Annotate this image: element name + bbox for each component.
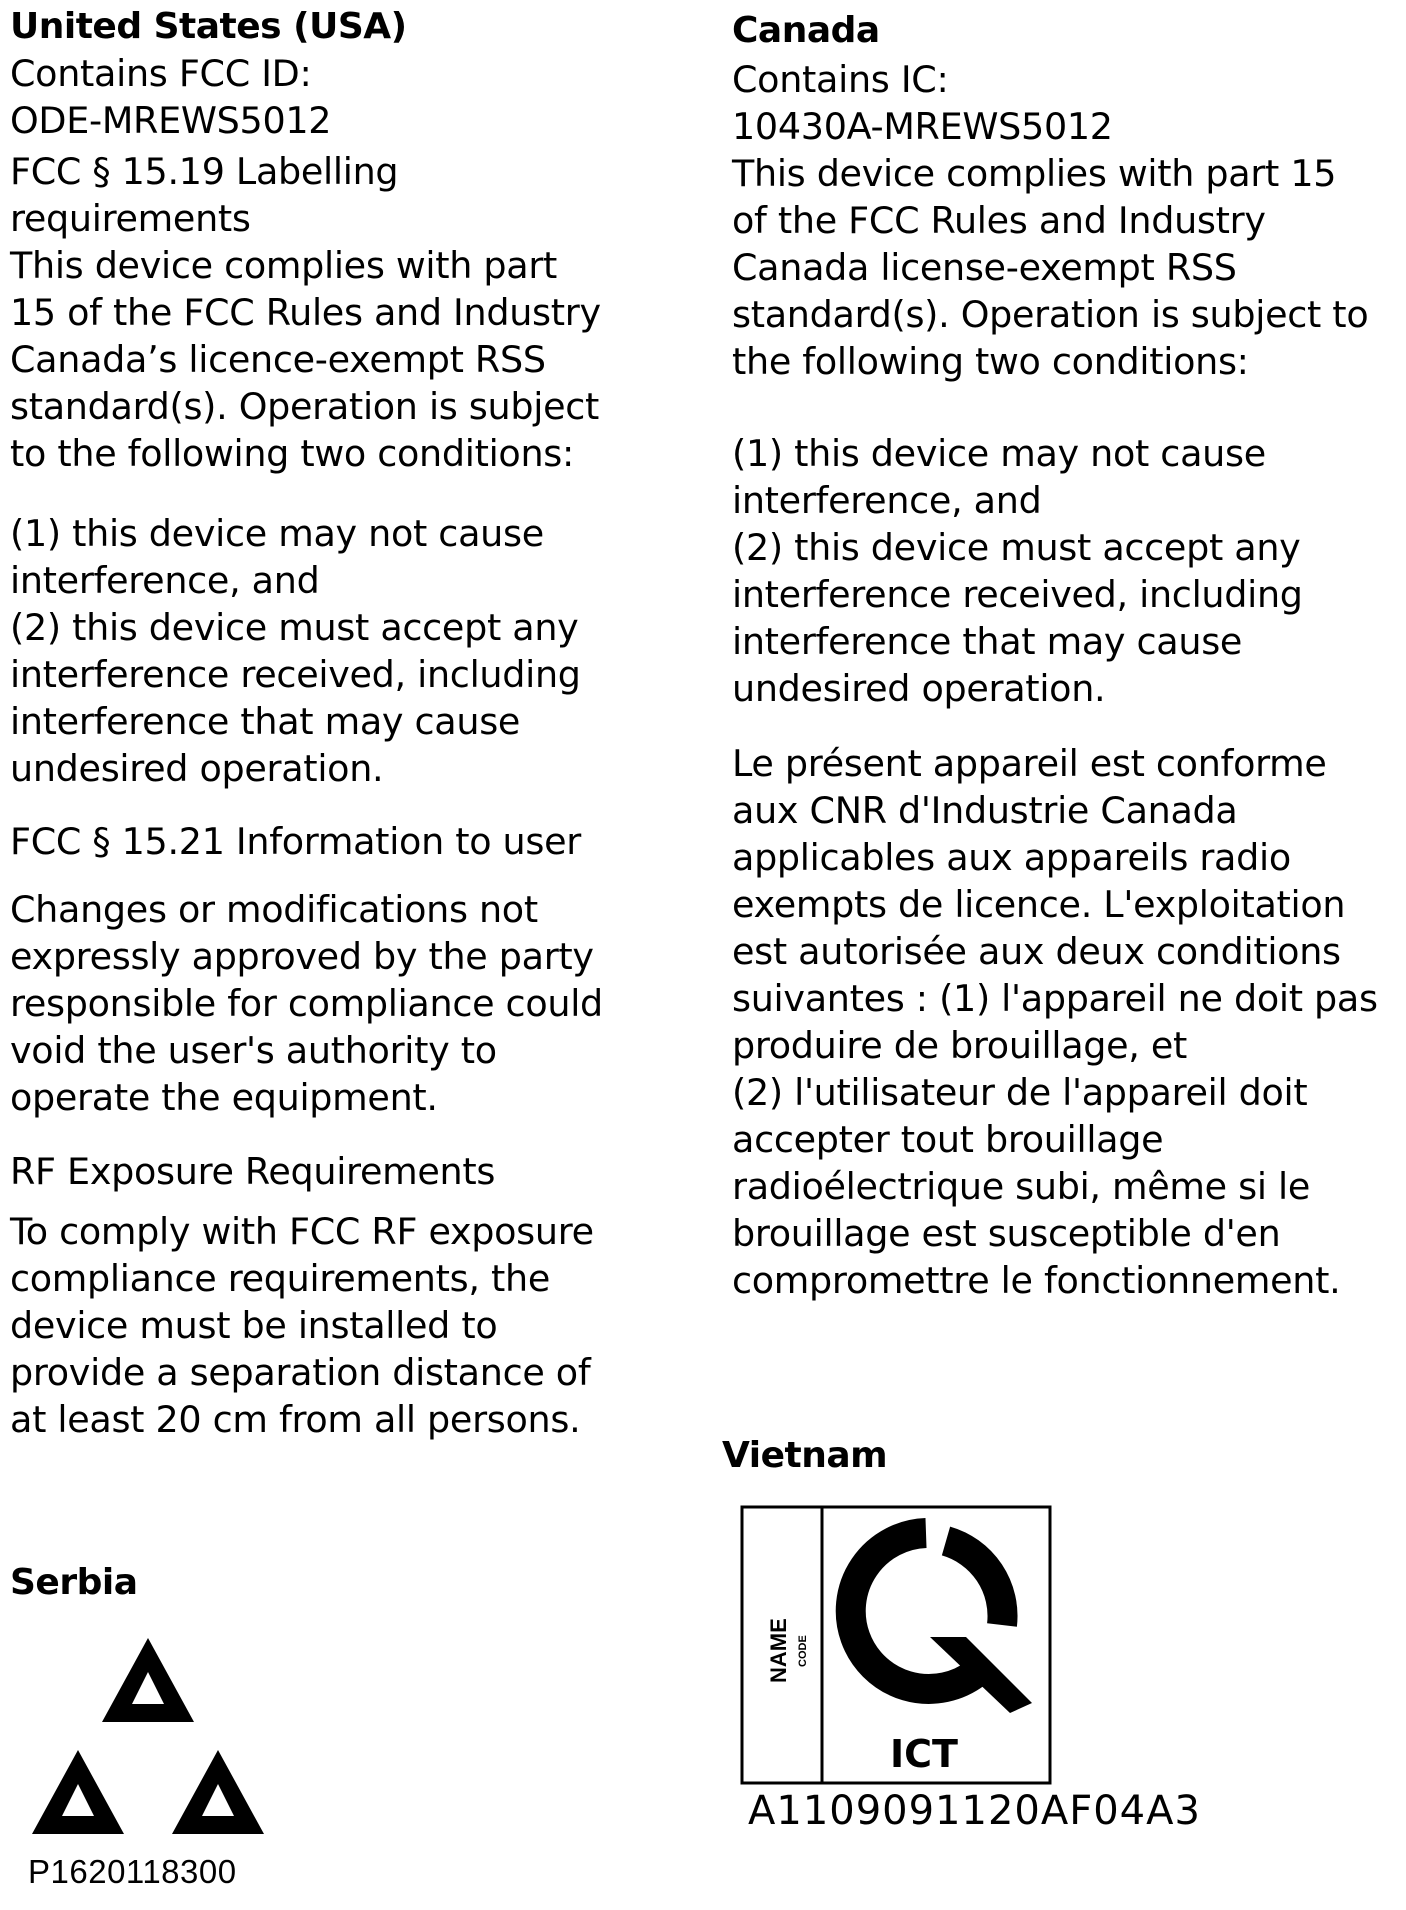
canada-intro-line: standard(s). Operation is subject to <box>732 293 1369 336</box>
canada-intro <box>732 56 1368 385</box>
french-line: brouillage est susceptible d'en <box>732 1212 1281 1255</box>
canada-condition-line: interference received, including <box>732 573 1303 616</box>
vietnam-heading: Vietnam <box>722 1435 888 1476</box>
french-line: Le présent appareil est conforme <box>732 742 1327 785</box>
canada-condition-line: interference that may cause <box>732 620 1243 663</box>
rf-line: at least 20 cm from all persons. <box>10 1398 581 1441</box>
usa-condition-line: interference that may cause <box>10 700 521 743</box>
ict-mark-name-label: NAME <box>766 1618 791 1683</box>
changes-line: operate the equipment. <box>10 1076 438 1119</box>
usa-condition-line: interference, and <box>10 559 320 602</box>
usa-intro-line: Contains FCC ID: <box>10 52 312 95</box>
canada-heading: Canada <box>732 10 880 51</box>
french-line: (2) l'utilisateur de l'appareil doit <box>732 1071 1308 1114</box>
canada-intro-line: of the FCC Rules and Industry <box>732 199 1266 242</box>
fcc-1521-heading: FCC § 15.21 Information to user <box>10 820 581 863</box>
french-line: est autorisée aux deux conditions <box>732 930 1341 973</box>
canada-condition-line: undesired operation. <box>732 667 1106 710</box>
serbia-heading: Serbia <box>10 1562 138 1603</box>
rf-exposure-heading: RF Exposure Requirements <box>10 1150 496 1193</box>
usa-condition-line: interference received, including <box>10 653 581 696</box>
canada-intro-line: the following two conditions: <box>732 340 1249 383</box>
serbia-mark-top-triangle <box>102 1638 194 1722</box>
changes-line: expressly approved by the party <box>10 935 594 978</box>
french-line: applicables aux appareils radio <box>732 836 1291 879</box>
usa-condition-line: (1) this device may not cause <box>10 512 544 555</box>
canada-intro-line: This device complies with part 15 <box>732 152 1337 195</box>
ict-mark-code-label: CODE <box>797 1635 809 1667</box>
french-line: radioélectrique subi, même si le <box>732 1165 1311 1208</box>
canada-conditions <box>732 430 1303 712</box>
french-line: produire de brouillage, et <box>732 1024 1188 1067</box>
vietnam-ict-mark-icon <box>740 1505 1052 1785</box>
rf-line: To comply with FCC RF exposure <box>10 1210 594 1253</box>
vietnam-code: A1109091120AF04A3 <box>748 1788 1201 1834</box>
french-line: compromettre le fonctionnement. <box>732 1259 1341 1302</box>
french-line: aux CNR d'Industrie Canada <box>732 789 1238 832</box>
rf-line: provide a separation distance of <box>10 1351 591 1394</box>
rf-line: device must be installed to <box>10 1304 498 1347</box>
serbia-mark-left-triangle <box>32 1750 124 1834</box>
usa-intro-line: to the following two conditions: <box>10 432 575 475</box>
canada-intro-line: Canada license-exempt RSS <box>732 246 1237 289</box>
rf-exposure-paragraph <box>10 1208 594 1443</box>
usa-intro-line: requirements <box>10 197 251 240</box>
ict-mark-ict-label: ICT <box>890 1732 958 1776</box>
usa-condition-line: (2) this device must accept any <box>10 606 579 649</box>
canada-condition-line: (1) this device may not cause <box>732 432 1266 475</box>
usa-heading: United States (USA) <box>10 6 407 47</box>
usa-condition-line: undesired operation. <box>10 747 384 790</box>
usa-conditions <box>10 510 581 792</box>
french-paragraph <box>732 740 1378 1304</box>
canada-condition-line: interference, and <box>732 479 1042 522</box>
usa-intro-line: Canada’s licence-exempt RSS <box>10 338 546 381</box>
canada-condition-line: (2) this device must accept any <box>732 526 1301 569</box>
usa-intro-line: FCC § 15.19 Labelling <box>10 150 399 193</box>
canada-intro-line: Contains IC: <box>732 58 949 101</box>
usa-intro <box>10 50 601 477</box>
canada-intro-line: 10430A-MREWS5012 <box>732 105 1113 148</box>
french-line: exempts de licence. L'exploitation <box>732 883 1346 926</box>
usa-intro-line: standard(s). Operation is subject <box>10 385 599 428</box>
french-line: suivantes : (1) l'appareil ne doit pas <box>732 977 1378 1020</box>
usa-intro-line: ODE-MREWS5012 <box>10 99 332 142</box>
changes-line: Changes or modifications not <box>10 888 538 931</box>
changes-paragraph <box>10 886 603 1121</box>
usa-intro-line: 15 of the FCC Rules and Industry <box>10 291 601 334</box>
changes-line: responsible for compliance could <box>10 982 603 1025</box>
serbia-mark-right-triangle <box>172 1750 264 1834</box>
french-line: accepter tout brouillage <box>732 1118 1164 1161</box>
rf-line: compliance requirements, the <box>10 1257 550 1300</box>
serbia-certification-mark-icon <box>18 1630 278 1848</box>
serbia-code: P1620118300 <box>28 1853 237 1890</box>
changes-line: void the user's authority to <box>10 1029 497 1072</box>
usa-intro-line: This device complies with part <box>10 244 558 287</box>
